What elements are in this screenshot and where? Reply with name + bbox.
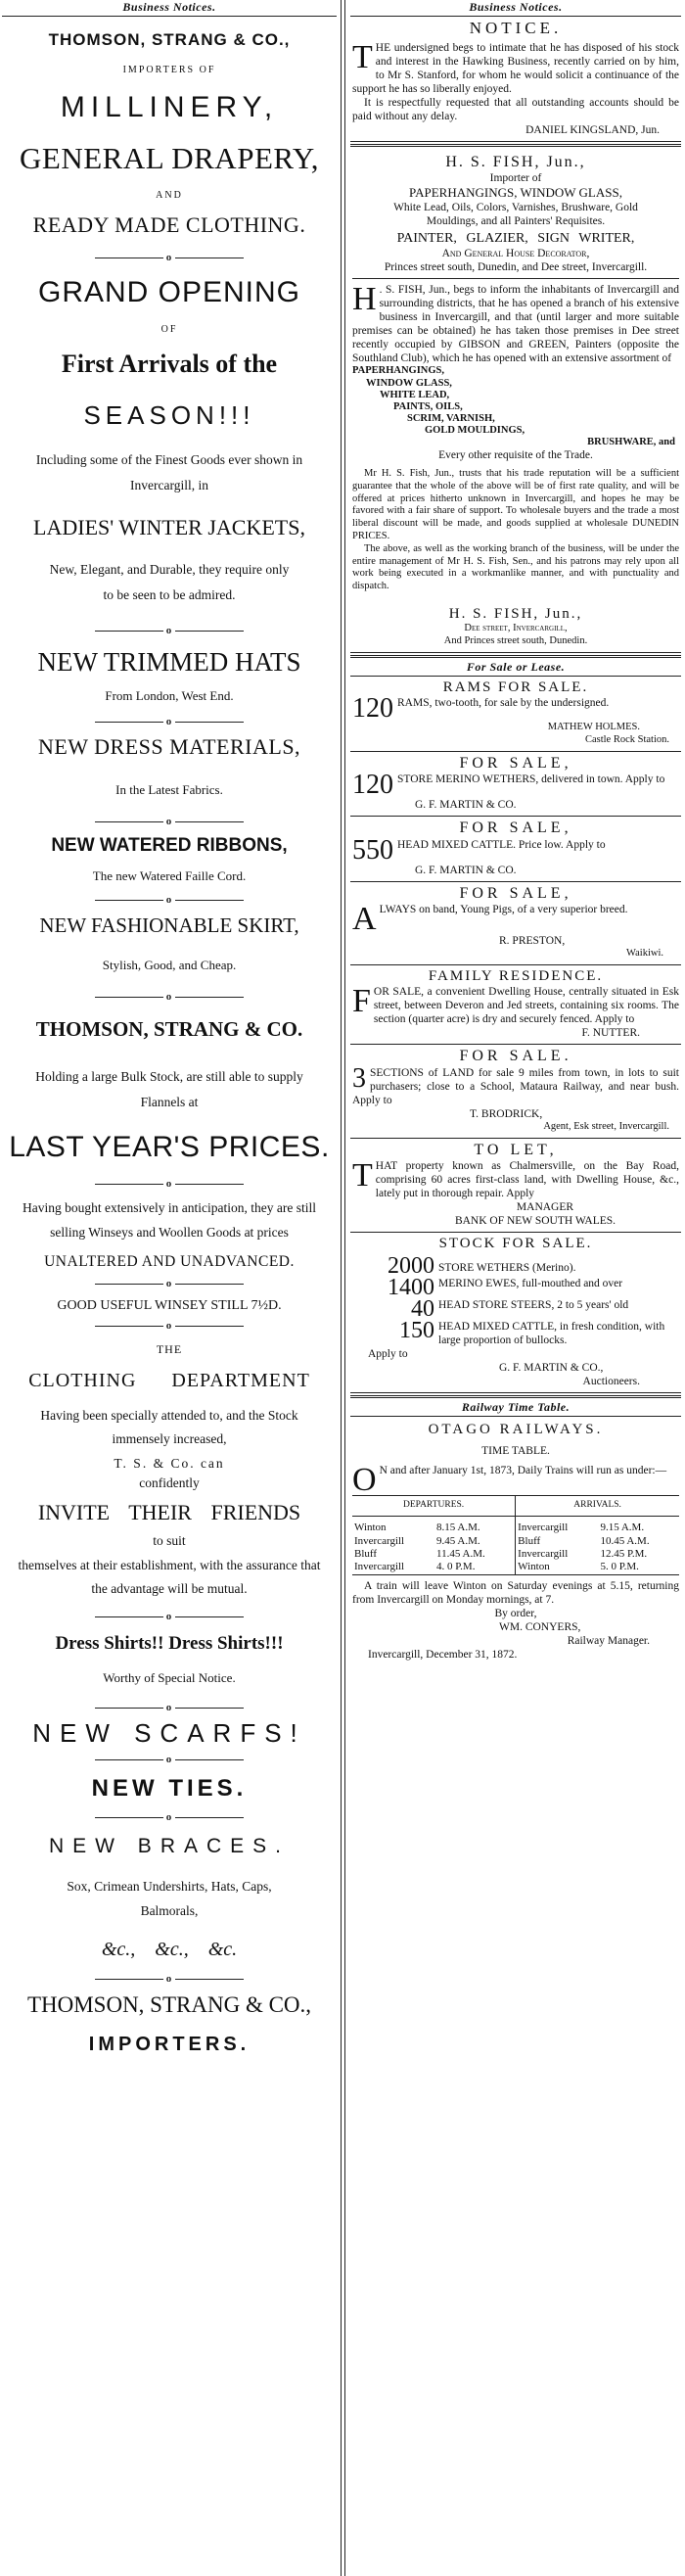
to-let-signature: MANAGER (516, 1201, 574, 1214)
stock-number: 40 (411, 1295, 434, 1322)
dep-place: Winton (354, 1522, 387, 1534)
importers-of: IMPORTERS OF (122, 64, 216, 75)
separator: o (2, 816, 337, 828)
having-text: Having bought extensively in anticipation, they are still selling Winseys and Woollen Goods at prices (23, 1200, 316, 1241)
fish-list-item: PAINTS, OILS, (393, 400, 463, 412)
arr-time: 12.45 P.M. (600, 1547, 648, 1560)
fish-signature-2: Dee street, Invercargill, (464, 623, 568, 634)
column-rule (341, 0, 345, 2576)
separator: o (2, 991, 337, 1004)
skirt-heading: NEW FASHIONABLE SKIRT, (39, 913, 299, 937)
for-sale-signature: G. F. MARTIN & CO. (415, 864, 517, 876)
fish-painter: PAINTER, GLAZIER, SIGN WRITER, (396, 231, 635, 247)
dep-time: 9.45 A.M. (434, 1535, 516, 1548)
railway-date: Invercargill, December 31, 1872. (368, 1648, 518, 1661)
notice-body-2: It is respectfully requested that all outstanding accounts should be paid without any delay. (352, 96, 679, 122)
ties-heading: NEW TIES. (91, 1775, 248, 1803)
shirts-heading: Dress Shirts!! Dress Shirts!!! (55, 1632, 284, 1654)
fish-drop-cap: H (352, 281, 377, 318)
arr-place: Invercargill (518, 1522, 569, 1534)
winsey-heading: GOOD USEFUL WINSEY STILL 7½D. (57, 1297, 282, 1313)
stock-signature-2: Auctioneers. (582, 1375, 640, 1387)
fish-list-item: WHITE LEAD, (380, 389, 450, 400)
rams-ad (350, 677, 681, 752)
stock-text: HEAD MIXED CATTLE, in fresh condition, with large proportion of bullocks. (438, 1320, 665, 1346)
for-sale-signature: T. BRODRICK, (470, 1107, 543, 1120)
timetable-row (352, 1561, 679, 1574)
for-sale-pigs-ad (350, 882, 681, 965)
family-body: OR SALE, a convenient Dwelling House, centrally situated in Esk street, between Deveron and Jed streets, containing six rooms. The section (quarter acre) is dry and securely fenced. Apply to (373, 986, 679, 1026)
stock-number: 1400 (388, 1274, 434, 1300)
fish-list-item: BRUSHWARE, and (587, 436, 675, 447)
railway-subtitle: TIME TABLE. (481, 1445, 550, 1458)
ribbons-desc: The new Watered Faille Cord. (92, 868, 247, 884)
arr-time: 10.45 A.M. (600, 1534, 650, 1547)
stock-title: STOCK FOR SALE. (438, 1236, 593, 1252)
double-rule (350, 144, 681, 147)
and-text: AND (156, 190, 183, 202)
for-sale-signature: R. PRESTON, (499, 935, 566, 948)
for-sale-land-ad (350, 1045, 681, 1138)
jackets-heading: LADIES' WINTER JACKETS, (33, 515, 305, 540)
arr-place: Invercargill (518, 1547, 569, 1560)
fish-decorator: And General House Decorator, (441, 248, 590, 260)
to-let-ad (350, 1139, 681, 1234)
fish-list-item: PAPERHANGINGS, (352, 365, 445, 377)
railway-by-order: By order, (494, 1607, 537, 1619)
for-sale-signature-2: Agent, Esk street, Invercargill. (543, 1121, 669, 1132)
to-let-body: HAT property known as Chalmersville, on the Bay Road, comprising 60 acres first-class land, with Dwelling House, &c., lately put in thorough repair. Apply (375, 1160, 679, 1200)
for-sale-signature: G. F. MARTIN & CO. (415, 799, 517, 812)
dress-heading: NEW DRESS MATERIALS, (37, 733, 301, 759)
drapery-heading: GENERAL DRAPERY, (20, 140, 319, 175)
separator: o (2, 1178, 337, 1191)
separator: o (2, 1973, 337, 1986)
rams-number: 120 (352, 693, 393, 725)
etc-text: &c., &c., &c. (101, 1938, 238, 1960)
fish-every: Every other requisite of the Trade. (438, 448, 593, 461)
double-rule (350, 1395, 681, 1398)
fish-importer: Importer of (489, 172, 542, 185)
fish-title: H. S. FISH, Jun., (445, 153, 586, 170)
stock-list (352, 1252, 679, 1347)
for-sale-signature-2: Waikiwi. (626, 948, 663, 960)
ready-made-heading: READY MADE CLOTHING. (32, 211, 306, 237)
fish-body: . S. FISH, Jun., begs to inform the inhabitants of Invercargill and surrounding districts, that he has opened a branch of his extensive business in Invercargill, and that (until larger and more suitable premises can be obtained) he has taken those premises in Dee street recently occupied by GIBSON and GREEN, Painters (opposite the Southland Club), which he has opened with an extensive assortment of (352, 284, 679, 365)
stock-apply: Apply to (368, 1347, 408, 1360)
grand-opening-heading: GRAND OPENING (37, 275, 301, 308)
dep-time: 4. 0 P.M. (434, 1561, 516, 1574)
last-year-heading: LAST YEAR'S PRICES. (9, 1131, 330, 1164)
sox-text: Sox, Crimean Undershirts, Hats, Caps, Balmorals, (67, 1878, 272, 1918)
separator: o (2, 1702, 337, 1714)
stock-text: HEAD STORE STEERS, 2 to 5 years' old (438, 1298, 629, 1311)
importers-heading: IMPORTERS. (88, 2034, 251, 2056)
rams-signature: MATHEW HOLMES. (547, 722, 640, 733)
fish-lead: White Lead, Oils, Colors, Varnishes, Brushware, Gold Mouldings, and all Painters' Requisites. (393, 202, 638, 228)
for-sale-body: STORE MERINO WETHERS, delivered in town. Apply to (397, 773, 665, 786)
for-sale-title: FOR SALE, (459, 820, 572, 837)
for-sale-title: FOR SALE, (459, 884, 572, 902)
fish-body-2: Mr H. S. Fish, Jun., trusts that his trade reputation will be a sufficient guarantee that the whole of the above will be of first rate quality, and will be offered at prices hitherto unknown in Invercargill, and hopes he may be favored with a fair share of support. To wholesale buyers and the trade a most liberal discount will be made, and goods supplied at wholesale DUNEDIN PRICES. (352, 467, 679, 541)
stock-item (376, 1295, 679, 1322)
separator: o (2, 1811, 337, 1824)
separator: o (2, 625, 337, 637)
fish-list-item: GOLD MOULDINGS, (425, 424, 525, 436)
dep-place: Invercargill (352, 1561, 434, 1574)
tsco-text: T. S. & Co. can (114, 1455, 225, 1471)
for-sale-title: FOR SALE. (459, 1048, 572, 1065)
stock-text: STORE WETHERS (Merino). (438, 1261, 576, 1274)
separator: o (2, 1754, 337, 1766)
to-let-signature-2: BANK OF NEW SOUTH WALES. (454, 1215, 616, 1228)
the-text: THE (156, 1342, 183, 1356)
fish-signature: H. S. FISH, Jun., (448, 605, 583, 622)
fish-list-item: WINDOW GLASS, (366, 377, 452, 389)
clothing-dept-heading: CLOTHING DEPARTMENT (28, 1369, 310, 1391)
notice-body: HE undersigned begs to intimate that he has disposed of his stock and interest in the Hawking Business, recently carried on by him, to Mr S. Stanford, for whom he would solicit a continuance of the support he has so liberally enjoyed. (352, 41, 679, 95)
notice-ad (350, 17, 681, 142)
timetable (352, 1495, 679, 1575)
stock-text: MERINO EWES, full-mouthed and over (438, 1277, 623, 1289)
dep-time: 8.15 A.M. (434, 1522, 516, 1534)
timetable-row (352, 1535, 679, 1548)
separator: o (2, 1320, 337, 1333)
separator: o (2, 894, 337, 907)
to-let-title: TO LET, (474, 1141, 558, 1158)
railway-header: Railway Time Table. (350, 1400, 681, 1417)
confidently-text: confidently (139, 1475, 200, 1491)
for-sale-body: HEAD MIXED CATTLE. Price low. Apply to (397, 838, 606, 851)
railway-signature-2: Railway Manager. (567, 1634, 650, 1647)
braces-heading: NEW BRACES. (48, 1835, 291, 1858)
dep-place: Bluff (354, 1547, 378, 1560)
separator: o (2, 1611, 337, 1623)
unaltered-heading: UNALTERED AND UNADVANCED. (44, 1253, 295, 1271)
jackets-desc: New, Elegant, and Durable, they require only to be seen to be admired. (49, 562, 290, 602)
stock-signature: G. F. MARTIN & CO., (499, 1361, 604, 1374)
hats-desc: From London, West End. (105, 687, 234, 703)
for-sale-body: SECTIONS of LAND for sale 9 miles from town, in lots to suit purchasers; close to a School, Mataura Railway, and near bush. Apply to (352, 1066, 679, 1106)
fish-paperhangings: PAPERHANGINGS, WINDOW GLASS, (409, 185, 622, 201)
timetable-row (352, 1548, 679, 1561)
fish-address: Princes street south, Dunedin, and Dee street, Invercargill. (384, 261, 648, 274)
invite-heading: INVITE THEIR FRIENDS (37, 1499, 301, 1524)
right-column (350, 0, 681, 2576)
hats-heading: NEW TRIMMED HATS (37, 646, 301, 677)
for-sale-number: 550 (352, 834, 393, 866)
arrivals-header: ARRIVALS. (516, 1496, 679, 1517)
family-drop-cap: F (352, 983, 371, 1020)
rams-title: RAMS FOR SALE. (442, 679, 589, 695)
timetable-row (352, 1522, 679, 1534)
notice-signature: DANIEL KINGSLAND, Jun. (525, 123, 660, 136)
notice-title: NOTICE. (469, 19, 563, 37)
dep-place: Invercargill (354, 1534, 405, 1547)
stock-sale-ad (350, 1233, 681, 1392)
first-arrivals-heading: First Arrivals of the (61, 349, 278, 378)
double-rule (350, 655, 681, 658)
notice-drop-cap: T (352, 38, 373, 75)
separator: o (2, 1278, 337, 1290)
for-sale-wethers-ad (350, 752, 681, 818)
for-sale-number: 120 (352, 770, 393, 801)
millinery-heading: MILLINERY, (60, 90, 279, 123)
family-title: FAMILY RESIDENCE. (428, 968, 604, 985)
to-let-drop-cap: T (352, 1157, 373, 1194)
separator: o (2, 716, 337, 728)
family-residence-ad (350, 965, 681, 1045)
including-text: Including some of the Finest Goods ever shown in Invercargill, in (35, 451, 303, 492)
stock-number: 2000 (388, 1252, 434, 1279)
dress-desc: In the Latest Fabrics. (115, 781, 223, 797)
rams-body: RAMS, two-tooth, for sale by the undersigned. (397, 697, 610, 710)
separator: o (2, 252, 337, 264)
ribbons-heading: NEW WATERED RIBBONS, (51, 835, 288, 857)
railway-body: N and after January 1st, 1873, Daily Trains will run as under:— (379, 1465, 667, 1477)
railway-signature: WM. CONYERS, (499, 1620, 581, 1633)
for-sale-title: FOR SALE, (459, 754, 572, 772)
stock-item (376, 1317, 679, 1347)
dep-time: 11.45 A.M. (434, 1548, 516, 1561)
scarfs-heading: NEW SCARFS! (32, 1718, 306, 1749)
railway-drop-cap: O (352, 1462, 377, 1499)
rams-signature-2: Castle Rock Station. (584, 733, 669, 745)
railway-title: OTAGO RAILWAYS. (428, 1421, 604, 1437)
to-suit-text: to suit (153, 1533, 186, 1549)
having2-text: Having been specially attended to, and the Stock immensely increased, (40, 1408, 298, 1447)
stock-item (376, 1274, 679, 1300)
right-column-header: Business Notices. (350, 0, 681, 17)
stock-number: 150 (399, 1317, 434, 1343)
bulk-text: Holding a large Bulk Stock, are still able to supply Flannels at (35, 1068, 303, 1109)
left-column-header: Business Notices. (2, 0, 337, 17)
family-signature: F. NUTTER. (581, 1027, 640, 1040)
firm-name: THOMSON, STRANG & CO., (48, 30, 291, 49)
shirts-desc: Worthy of Special Notice. (103, 1670, 236, 1686)
of-text: OF (160, 324, 178, 336)
arr-place: Winton (516, 1561, 599, 1574)
arr-time: 9.15 A.M. (600, 1522, 645, 1534)
season-heading: SEASON!!! (83, 400, 255, 431)
fish-ad (350, 149, 681, 653)
stock-item (376, 1252, 679, 1279)
pigs-drop-cap: A (352, 901, 377, 938)
left-column (2, 0, 337, 2576)
establishment-text: themselves at their establishment, with the assurance that the advantage will be mutual. (18, 1557, 321, 1597)
railway-ad (350, 1417, 681, 1665)
firm-name-2: THOMSON, STRANG & CO. (35, 1017, 303, 1042)
arr-time: 5. 0 P.M. (598, 1561, 679, 1574)
arr-place: Bluff (518, 1534, 541, 1547)
for-sale-body: LWAYS on band, Young Pigs, of a very superior breed. (379, 904, 628, 916)
firm-name-3: THOMSON, STRANG & CO., (26, 1992, 312, 2018)
for-sale-cattle-ad (350, 817, 681, 882)
railway-note: A train will leave Winton on Saturday evenings at 5.15, returning from Invercargill on Monday mornings, at 7. (352, 1579, 679, 1606)
departures-header: DEPARTURES. (352, 1496, 516, 1517)
fish-signature-3: And Princes street south, Dunedin. (443, 634, 588, 646)
for-sale-number: 3 (352, 1062, 366, 1094)
sale-header: For Sale or Lease. (350, 660, 681, 677)
skirt-desc: Stylish, Good, and Cheap. (102, 958, 237, 973)
fish-body-3: The above, as well as the working branch of the business, will be under the entire management of Mr H. S. Fish, Sen., and his patrons may rely upon all work being executed in a workmanlike manner, and with punctuality and dispatch. (352, 542, 679, 592)
fish-list-item: SCRIM, VARNISH, (407, 412, 495, 424)
